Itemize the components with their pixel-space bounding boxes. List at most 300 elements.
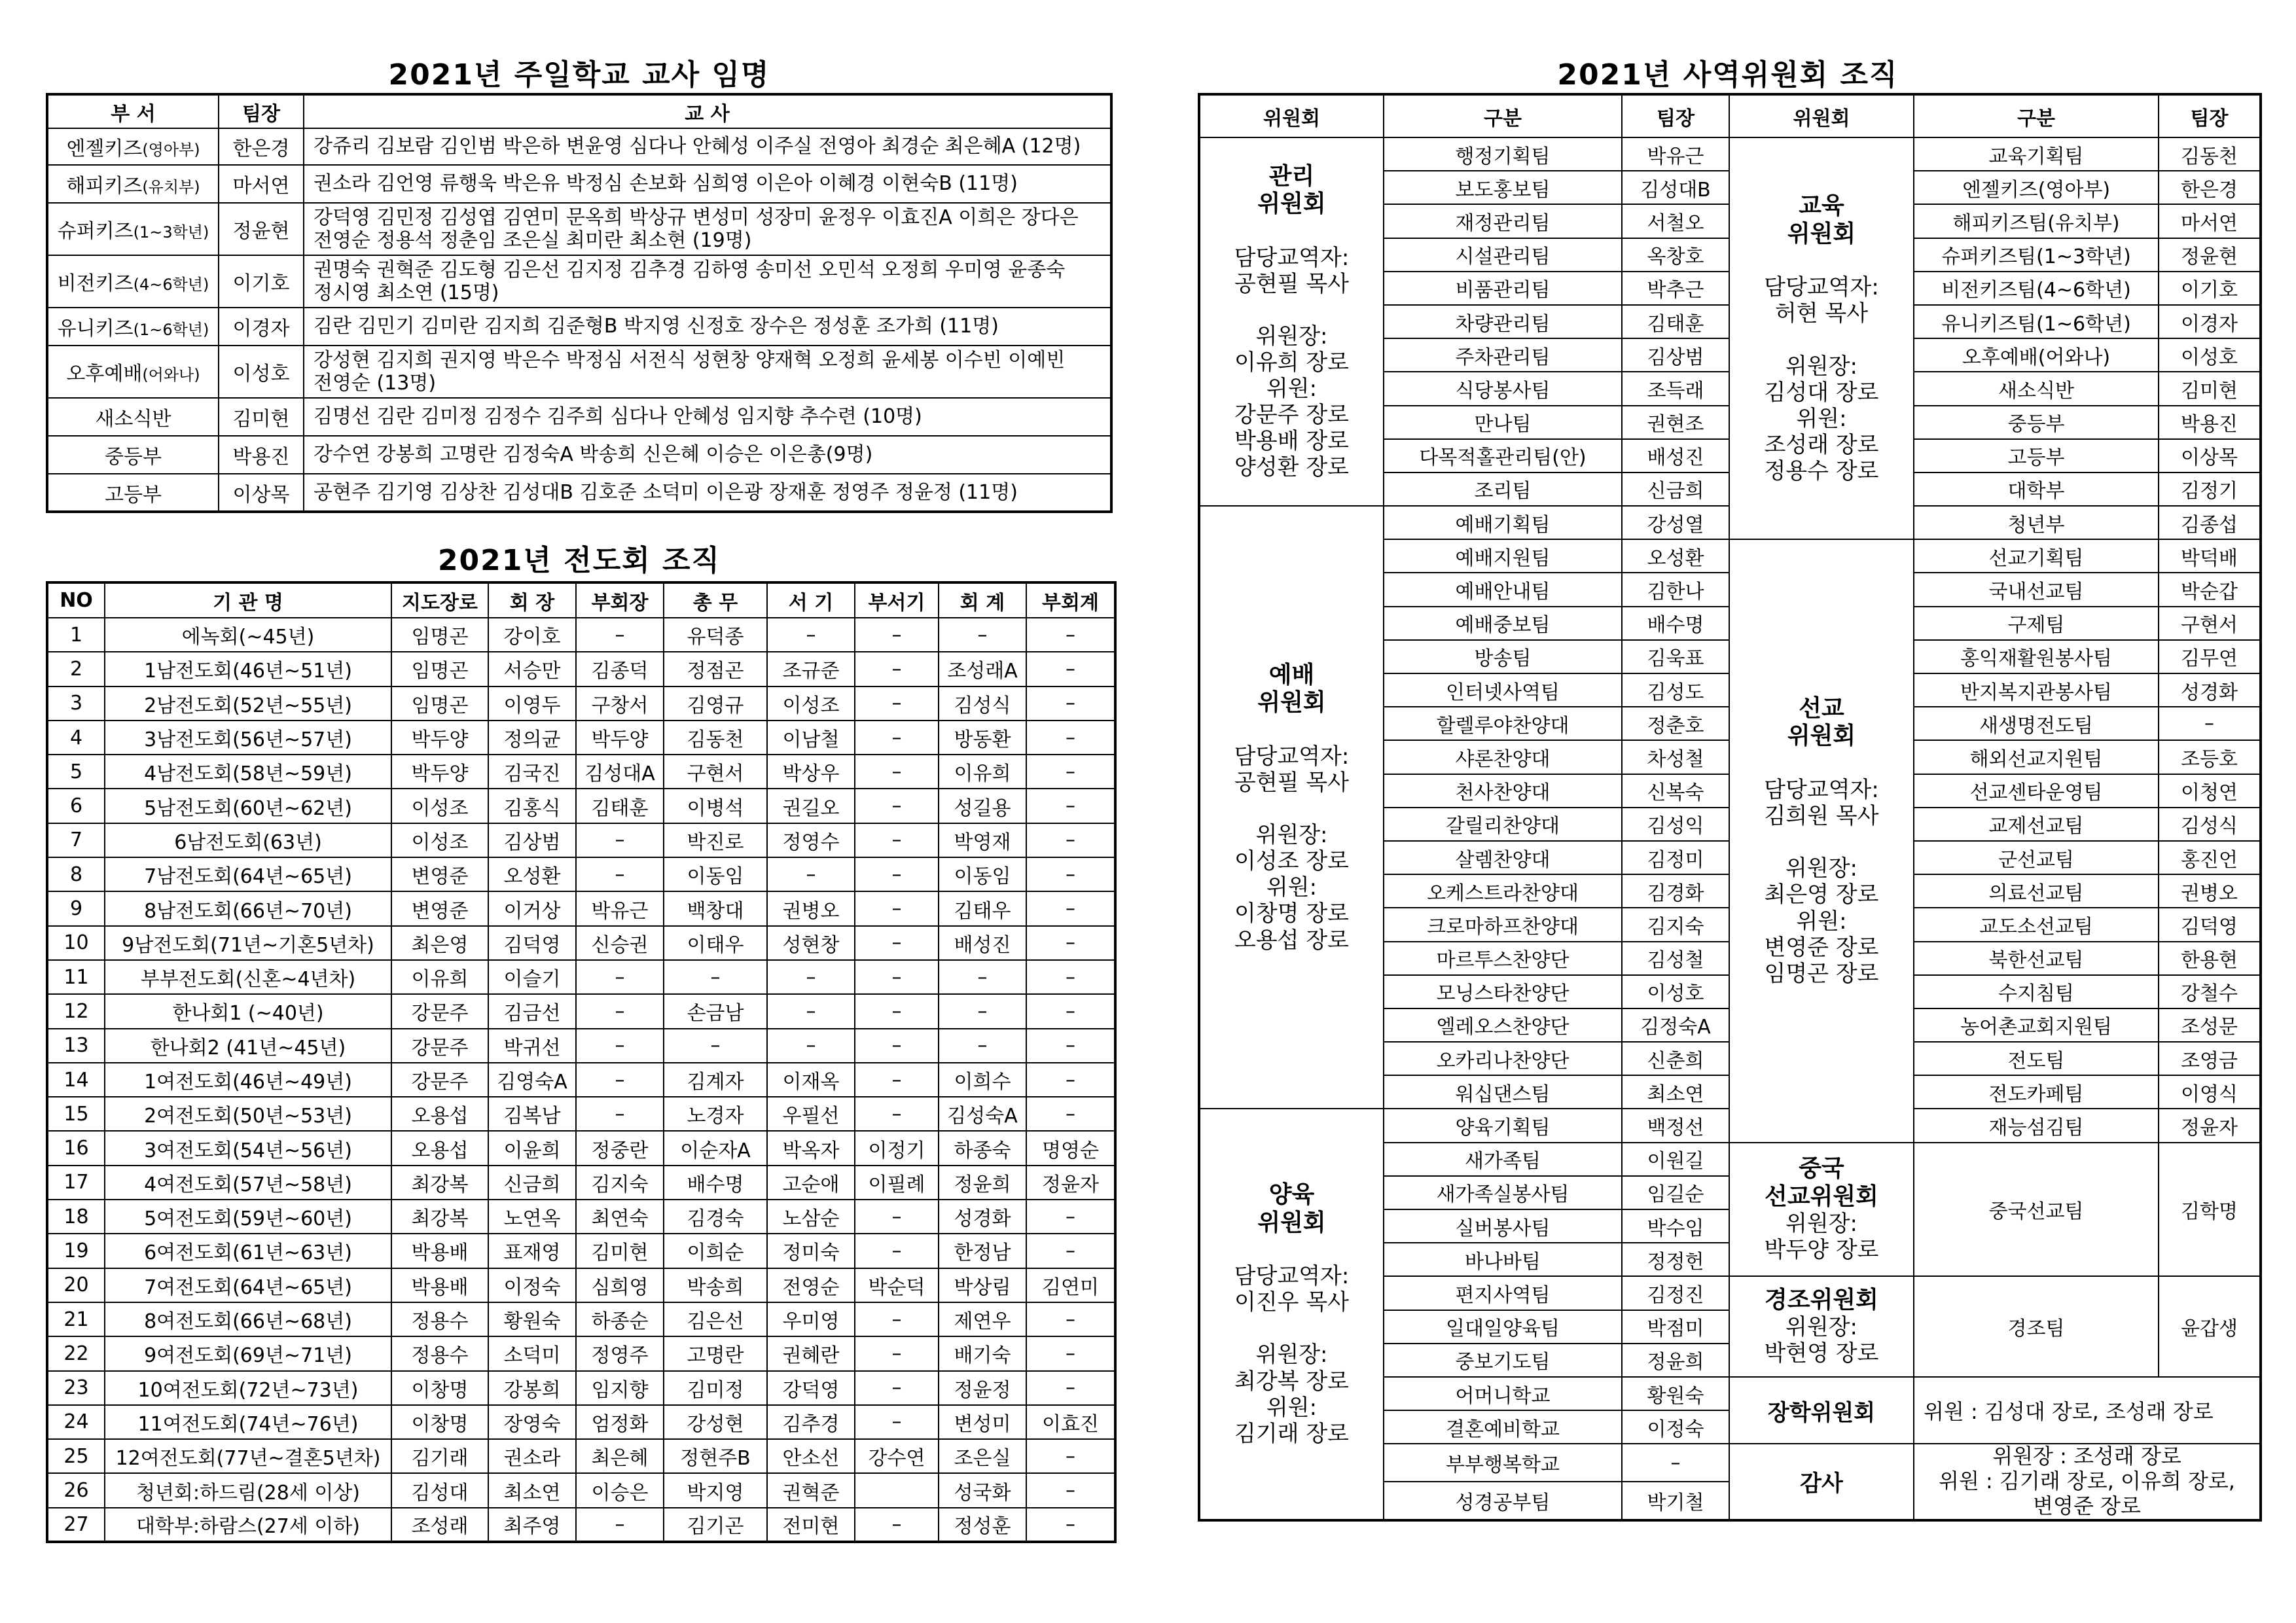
committee-mission	[1729, 539, 1914, 1142]
team-cell: 중등부	[1914, 406, 2159, 439]
evangelism-cell: 김성식	[939, 687, 1026, 721]
team-leader-cell: 김성철	[1622, 942, 1729, 975]
team-cell: 엔젤키즈(영아부)	[1914, 171, 2159, 204]
evangelism-cell: –	[767, 1029, 855, 1063]
team-cell: 북한선교팀	[1914, 942, 2159, 975]
evangelism-cell: 6	[47, 789, 105, 823]
evangelism-cell: 김동천	[664, 721, 767, 755]
teachers-cell: 강성현 김지희 권지영 박은수 박정심 서전식 성현창 양재혁 오정희 윤세봉 이수빈 이예빈 전영순 (13명)	[304, 346, 1111, 398]
team-cell: 예배중보팀	[1384, 607, 1622, 640]
evangelism-cell: 12	[47, 994, 105, 1028]
evangelism-cell: 이동임	[939, 857, 1026, 891]
evangelism-cell: 이윤희	[488, 1131, 576, 1165]
evangelism-cell: 성길용	[939, 789, 1026, 823]
evangelism-row	[47, 1166, 1115, 1200]
evangelism-cell: 노연옥	[488, 1200, 576, 1234]
evangelism-row	[47, 960, 1115, 994]
evangelism-cell: 조성래	[391, 1508, 488, 1542]
evangelism-cell: 정용수	[391, 1336, 488, 1370]
evangelism-cell: –	[576, 823, 664, 857]
team-leader-cell: 마서연	[2159, 204, 2261, 238]
org-name-cell: 대학부:하람스(27세 이하)	[105, 1508, 391, 1542]
evangelism-cell: –	[664, 1029, 767, 1063]
team-cell: 실버봉사팀	[1384, 1209, 1622, 1243]
evangelism-cell: 9	[47, 891, 105, 925]
evangelism-title: 2021년 전도회 조직	[437, 544, 721, 577]
evangelism-cell: 변성미	[939, 1405, 1026, 1439]
committee-name: 선교 위원회	[1787, 694, 1856, 750]
team-cell: 새소식반	[1914, 372, 2159, 405]
evangelism-header: 회 계	[939, 582, 1026, 618]
evangelism-cell: 김태훈	[576, 789, 664, 823]
team-cell: 주차관리팀	[1384, 338, 1622, 372]
evangelism-cell: 김영숙A	[488, 1063, 576, 1097]
committee-desc: 담당교역자: 공현필 목사 위원장: 이성조 장로 위원: 이창명 장로 오용섭 장로	[1234, 743, 1350, 954]
team-leader-cell: 이영식	[2159, 1075, 2261, 1109]
evangelism-cell: 이창명	[391, 1405, 488, 1439]
evangelism-cell: 24	[47, 1405, 105, 1439]
evangelism-cell: 3	[47, 687, 105, 721]
team-leader-cell: 구현서	[2159, 607, 2261, 640]
evangelism-cell: 전영순	[767, 1268, 855, 1302]
evangelism-cell: –	[855, 926, 939, 960]
evangelism-cell: 박지영	[664, 1473, 767, 1507]
teacher-row	[47, 255, 1111, 308]
committee-desc: 담당교역자: 이진우 목사 위원장: 최강복 장로 위원: 김기래 장로	[1234, 1263, 1350, 1447]
evangelism-cell: –	[1026, 823, 1115, 857]
evangelism-row	[47, 652, 1115, 686]
committees-table	[1198, 93, 2262, 1522]
evangelism-header: 서 기	[767, 582, 855, 618]
leader-cell: 이경자	[219, 308, 304, 346]
evangelism-cell: 박두양	[391, 721, 488, 755]
org-name-cell: 6남전도회(63년)	[105, 823, 391, 857]
evangelism-cell: 명영순	[1026, 1131, 1115, 1165]
evangelism-cell: 김미정	[664, 1371, 767, 1405]
evangelism-cell: 최은혜	[576, 1439, 664, 1473]
team-cell: 반지복지관봉사팀	[1914, 673, 2159, 707]
committee-desc: 담당교역자: 허현 목사 위원장: 김성대 장로 위원: 조성래 장로 정용수 장로	[1764, 274, 1879, 484]
evangelism-cell: 손금남	[664, 994, 767, 1028]
team-leader-cell: 조득래	[1622, 372, 1729, 405]
committee-name: 양육 위원회	[1257, 1181, 1326, 1236]
evangelism-cell: –	[1026, 721, 1115, 755]
team-leader-cell: 조영금	[2159, 1042, 2261, 1075]
evangelism-cell: 23	[47, 1371, 105, 1405]
evangelism-cell: 방동환	[939, 721, 1026, 755]
team-leader-cell: 최소연	[1622, 1075, 1729, 1109]
evangelism-cell: 16	[47, 1131, 105, 1165]
team-cell: 일대일양육팀	[1384, 1310, 1622, 1344]
evangelism-cell: 15	[47, 1097, 105, 1131]
team-leader-cell: 박기철	[1622, 1482, 1729, 1520]
team-leader-cell: 박수임	[1622, 1209, 1729, 1243]
evangelism-cell: 이영두	[488, 687, 576, 721]
evangelism-cell: –	[1026, 1063, 1115, 1097]
team-leader-cell: 김종섭	[2159, 506, 2261, 539]
dept-name: 비전키즈	[57, 272, 134, 295]
evangelism-cell: –	[576, 1029, 664, 1063]
evangelism-cell: 임지향	[576, 1371, 664, 1405]
evangelism-cell: 정의균	[488, 721, 576, 755]
dept-name: 유니키즈	[57, 317, 134, 340]
evangelism-cell: 1	[47, 618, 105, 652]
evangelism-cell: 김성대A	[576, 755, 664, 789]
evangelism-cell: 김태우	[939, 891, 1026, 925]
org-name-cell: 5여전도회(59년~60년)	[105, 1200, 391, 1234]
team-cell: 중보기도팀	[1384, 1344, 1622, 1377]
evangelism-cell: 권길오	[767, 789, 855, 823]
evangelism-cell: 권혜란	[767, 1336, 855, 1370]
evangelism-cell: –	[855, 789, 939, 823]
evangelism-cell: 구창서	[576, 687, 664, 721]
evangelism-cell: 18	[47, 1200, 105, 1234]
team-cell: 유니키즈팀(1~6학년)	[1914, 305, 2159, 338]
evangelism-cell: 권소라	[488, 1439, 576, 1473]
evangelism-cell: 박유근	[576, 891, 664, 925]
team-cell: 재정관리팀	[1384, 204, 1622, 238]
teachers-table	[46, 93, 1113, 513]
evangelism-cell: 박두양	[576, 721, 664, 755]
evangelism-cell: 박상우	[767, 755, 855, 789]
evangelism-cell: 정영수	[767, 823, 855, 857]
evangelism-header: 지도장로	[391, 582, 488, 618]
team-cell: 부부행복학교	[1384, 1444, 1622, 1482]
evangelism-header: 회 장	[488, 582, 576, 618]
dept-cell	[47, 436, 219, 474]
committee-header: 팀장	[1622, 94, 1729, 137]
evangelism-cell: 서승만	[488, 652, 576, 686]
evangelism-cell: 표재영	[488, 1234, 576, 1268]
team-cell: 군선교팀	[1914, 841, 2159, 874]
evangelism-cell: 강문주	[391, 1063, 488, 1097]
evangelism-cell: 정미숙	[767, 1234, 855, 1268]
evangelism-cell: 강성현	[664, 1405, 767, 1439]
evangelism-cell: 최주영	[488, 1508, 576, 1542]
dept-sub: (1~3학년)	[133, 223, 209, 241]
evangelism-row	[47, 1131, 1115, 1165]
team-cell: 전도카페팀	[1914, 1075, 2159, 1109]
evangelism-cell: 22	[47, 1336, 105, 1370]
evangelism-row	[47, 1029, 1115, 1063]
evangelism-cell: 최강복	[391, 1200, 488, 1234]
org-name-cell: 한나회2 (41년~45년)	[105, 1029, 391, 1063]
evangelism-cell: –	[855, 1097, 939, 1131]
evangelism-cell: –	[1026, 1200, 1115, 1234]
org-name-cell: 11여전도회(74년~76년)	[105, 1405, 391, 1439]
evangelism-cell: 이순자A	[664, 1131, 767, 1165]
evangelism-row	[47, 926, 1115, 960]
team-cell: 식당봉사팀	[1384, 372, 1622, 405]
evangelism-cell: –	[855, 1063, 939, 1097]
header-leader: 팀장	[219, 94, 304, 128]
team-leader-cell: 임길순	[1622, 1176, 1729, 1209]
teacher-row	[47, 398, 1111, 436]
leader-cell: 이기호	[219, 255, 304, 308]
evangelism-cell: –	[1026, 1336, 1115, 1370]
committee-education	[1729, 137, 1914, 539]
team-leader-cell: 김지숙	[1622, 908, 1729, 941]
evangelism-cell: –	[767, 960, 855, 994]
team-leader-cell: 정춘호	[1622, 707, 1729, 740]
evangelism-cell: 11	[47, 960, 105, 994]
evangelism-cell: –	[855, 652, 939, 686]
evangelism-table	[46, 581, 1117, 1543]
dept-cell	[47, 255, 219, 308]
committee-china	[1729, 1143, 1914, 1277]
committee-header: 위원회	[1729, 94, 1914, 137]
evangelism-cell: –	[1026, 1029, 1115, 1063]
dept-sub: (유치부)	[142, 178, 200, 196]
evangelism-cell: 김추경	[767, 1405, 855, 1439]
evangelism-cell: 20	[47, 1268, 105, 1302]
evangelism-cell: –	[855, 721, 939, 755]
evangelism-row	[47, 1302, 1115, 1336]
evangelism-cell: 최소연	[488, 1473, 576, 1507]
evangelism-cell: 김종덕	[576, 652, 664, 686]
evangelism-row	[47, 1473, 1115, 1507]
evangelism-header: 총 무	[664, 582, 767, 618]
org-name-cell: 8여전도회(66년~68년)	[105, 1302, 391, 1336]
dept-cell	[47, 203, 219, 255]
evangelism-cell: –	[1026, 1302, 1115, 1336]
evangelism-cell: 배성진	[939, 926, 1026, 960]
evangelism-cell: –	[939, 994, 1026, 1028]
evangelism-header: 부회장	[576, 582, 664, 618]
teacher-row	[47, 165, 1111, 203]
evangelism-cell: 김성대	[391, 1473, 488, 1507]
team-cell: 교도소선교팀	[1914, 908, 2159, 941]
evangelism-cell: 소덕미	[488, 1336, 576, 1370]
team-cell: 대학부	[1914, 473, 2159, 506]
evangelism-cell: 이유희	[939, 755, 1026, 789]
evangelism-cell: 김계자	[664, 1063, 767, 1097]
dept-name: 새소식반	[95, 408, 171, 431]
evangelism-header: 부서기	[855, 582, 939, 618]
team-cell: 농어촌교회지원팀	[1914, 1008, 2159, 1042]
team-cell: 인터넷사역팀	[1384, 673, 1622, 707]
team-leader-cell: 권병오	[2159, 874, 2261, 908]
team-leader-cell: 이청연	[2159, 774, 2261, 808]
evangelism-cell: 정윤정	[939, 1371, 1026, 1405]
org-name-cell: 6여전도회(61년~63년)	[105, 1234, 391, 1268]
evangelism-cell: 고명란	[664, 1336, 767, 1370]
team-leader-cell: 차성철	[1622, 740, 1729, 774]
team-cell: 차량관리팀	[1384, 305, 1622, 338]
evangelism-cell: 2	[47, 652, 105, 686]
team-cell: 교제선교팀	[1914, 808, 2159, 841]
evangelism-cell: 박상림	[939, 1268, 1026, 1302]
team-cell: 모닝스타찬양단	[1384, 975, 1622, 1008]
evangelism-cell	[855, 1473, 939, 1507]
dept-sub: (어와나)	[142, 366, 200, 384]
team-leader-cell: 박용진	[2159, 406, 2261, 439]
dept-name: 해피키즈	[66, 175, 143, 198]
teacher-row	[47, 128, 1111, 165]
evangelism-cell: –	[576, 994, 664, 1028]
team-cell: 결혼예비학교	[1384, 1410, 1622, 1444]
evangelism-cell: 심희영	[576, 1268, 664, 1302]
team-cell: 바나바팀	[1384, 1243, 1622, 1276]
dept-name: 오후예배	[66, 363, 143, 385]
dept-sub: (4~6학년)	[133, 276, 209, 294]
committee-name: 교육 위원회	[1787, 192, 1856, 247]
team-cell: 다목적홀관리팀(안)	[1384, 439, 1622, 473]
evangelism-cell: 이희순	[664, 1234, 767, 1268]
evangelism-cell: –	[855, 1336, 939, 1370]
evangelism-cell: 최연숙	[576, 1200, 664, 1234]
team-cell: 시설관리팀	[1384, 238, 1622, 272]
team-leader-cell: 이경자	[2159, 305, 2261, 338]
evangelism-cell: 김영규	[664, 687, 767, 721]
committee-nurture	[1199, 1109, 1384, 1520]
team-leader-cell: 김태훈	[1622, 305, 1729, 338]
team-cell: 슈퍼키즈팀(1~3학년)	[1914, 238, 2159, 272]
evangelism-cell: 정영주	[576, 1336, 664, 1370]
team-leader-cell: 김욱표	[1622, 640, 1729, 673]
team-leader-cell: 김정기	[2159, 473, 2261, 506]
team-cell: 비전키즈팀(4~6학년)	[1914, 272, 2159, 305]
team-cell: 보도홍보팀	[1384, 171, 1622, 204]
team-cell: 교육기획팀	[1914, 137, 2159, 171]
evangelism-cell: 김복남	[488, 1097, 576, 1131]
team-leader-cell: 신춘희	[1622, 1042, 1729, 1075]
team-cell: 양육기획팀	[1384, 1109, 1622, 1142]
committee-name: 관리 위원회	[1257, 162, 1326, 217]
evangelism-cell: –	[1026, 891, 1115, 925]
team-leader-cell: 한용현	[2159, 942, 2261, 975]
team-cell: 어머니학교	[1384, 1377, 1622, 1410]
org-name-cell: 3여전도회(54년~56년)	[105, 1131, 391, 1165]
team-cell: 새생명전도팀	[1914, 707, 2159, 740]
teacher-row	[47, 474, 1111, 512]
team-leader-cell: 홍진언	[2159, 841, 2261, 874]
org-name-cell: 한나회1 (~40년)	[105, 994, 391, 1028]
team-cell: 방송팀	[1384, 640, 1622, 673]
leader-cell: 정윤현	[219, 203, 304, 255]
committee-desc: 담당교역자: 공현필 목사 위원장: 이유희 장로 위원: 강문주 장로 박용배 장로 양성환 장로	[1234, 244, 1350, 481]
evangelism-cell: –	[855, 1302, 939, 1336]
leader-cell: 이상목	[219, 474, 304, 512]
evangelism-cell: –	[1026, 857, 1115, 891]
evangelism-cell: 최은영	[391, 926, 488, 960]
team-leader-cell: –	[1622, 1444, 1729, 1482]
team-leader-cell: 김덕영	[2159, 908, 2261, 941]
evangelism-cell: 오용섭	[391, 1131, 488, 1165]
team-leader-cell: 김상범	[1622, 338, 1729, 372]
team-cell: 중국선교팀	[1914, 1143, 2159, 1277]
evangelism-cell: 노삼순	[767, 1200, 855, 1234]
teacher-row	[47, 436, 1111, 474]
org-name-cell: 9남전도회(71년~기혼5년차)	[105, 926, 391, 960]
org-name-cell: 8남전도회(66년~70년)	[105, 891, 391, 925]
evangelism-cell: –	[855, 891, 939, 925]
team-cell: 갈릴리찬양대	[1384, 808, 1622, 841]
evangelism-row	[47, 687, 1115, 721]
team-leader-cell: 김성식	[2159, 808, 2261, 841]
evangelism-cell: 제연우	[939, 1302, 1026, 1336]
committee-desc: 담당교역자: 김희원 목사 위원장: 최은영 장로 위원: 변영준 장로 임명곤 장로	[1764, 777, 1879, 987]
audit-desc: 위원장 : 조성래 장로 위원 : 김기래 장로, 이유희 장로, 변영준 장로	[1914, 1444, 2261, 1520]
evangelism-cell: 최강복	[391, 1166, 488, 1200]
team-cell: 오후예배(어와나)	[1914, 338, 2159, 372]
team-cell: 비품관리팀	[1384, 272, 1622, 305]
team-leader-cell: 배성진	[1622, 439, 1729, 473]
team-leader-cell: 김성도	[1622, 673, 1729, 707]
evangelism-cell: 조성래A	[939, 652, 1026, 686]
team-leader-cell: 박점미	[1622, 1310, 1729, 1344]
leader-cell: 마서연	[219, 165, 304, 203]
team-leader-cell: –	[2159, 707, 2261, 740]
team-leader-cell: 서철오	[1622, 204, 1729, 238]
evangelism-row	[47, 1508, 1115, 1542]
evangelism-cell: –	[664, 960, 767, 994]
leader-cell: 김미현	[219, 398, 304, 436]
evangelism-header: NO	[47, 582, 105, 618]
evangelism-cell: 박순덕	[855, 1268, 939, 1302]
scholarship-desc: 위원 : 김성대 장로, 조성래 장로	[1914, 1377, 2261, 1444]
team-cell: 선교기획팀	[1914, 539, 2159, 573]
evangelism-cell: 구현서	[664, 755, 767, 789]
team-leader-cell: 황원숙	[1622, 1377, 1729, 1410]
team-leader-cell: 정윤자	[2159, 1109, 2261, 1142]
team-cell: 워십댄스팀	[1384, 1075, 1622, 1109]
evangelism-cell: –	[939, 1029, 1026, 1063]
team-cell: 크로마하프찬양대	[1384, 908, 1622, 941]
evangelism-cell: 변영준	[391, 857, 488, 891]
evangelism-cell: 7	[47, 823, 105, 857]
team-leader-cell: 박추근	[1622, 272, 1729, 305]
evangelism-cell: 한정남	[939, 1234, 1026, 1268]
team-cell: 전도팀	[1914, 1042, 2159, 1075]
team-leader-cell: 김성대B	[1622, 171, 1729, 204]
evangelism-row	[47, 1234, 1115, 1268]
team-cell: 예배지원팀	[1384, 539, 1622, 573]
evangelism-cell: 신승권	[576, 926, 664, 960]
team-leader-cell: 김정미	[1622, 841, 1729, 874]
team-leader-cell: 정정헌	[1622, 1243, 1729, 1276]
committee-header: 위원회	[1199, 94, 1384, 137]
committee-name: 중국 선교위원회	[1765, 1155, 1878, 1210]
evangelism-cell: 김국진	[488, 755, 576, 789]
evangelism-cell: –	[1026, 789, 1115, 823]
team-cell: 해피키즈팀(유치부)	[1914, 204, 2159, 238]
evangelism-cell: 배기숙	[939, 1336, 1026, 1370]
dept-sub: (1~6학년)	[133, 321, 209, 339]
evangelism-cell: 이창명	[391, 1371, 488, 1405]
evangelism-row	[47, 721, 1115, 755]
evangelism-cell: 정용수	[391, 1302, 488, 1336]
team-leader-cell: 김경화	[1622, 874, 1729, 908]
teachers-cell: 김란 김민기 김미란 김지희 김준형B 박지영 신정호 장수은 정성훈 조가희 (11명)	[304, 308, 1111, 346]
team-cell: 새가족팀	[1384, 1143, 1622, 1176]
evangelism-cell: 김미현	[576, 1234, 664, 1268]
evangelism-cell: 박송희	[664, 1268, 767, 1302]
evangelism-cell: 신금희	[488, 1166, 576, 1200]
evangelism-cell: 이동임	[664, 857, 767, 891]
team-leader-cell: 박유근	[1622, 137, 1729, 171]
evangelism-cell: 박영재	[939, 823, 1026, 857]
evangelism-row	[47, 1097, 1115, 1131]
team-cell: 예배기획팀	[1384, 506, 1622, 539]
evangelism-cell: 하종숙	[939, 1131, 1026, 1165]
evangelism-cell: 이정기	[855, 1131, 939, 1165]
evangelism-cell: –	[855, 960, 939, 994]
team-leader-cell: 윤갑생	[2159, 1276, 2261, 1377]
evangelism-cell: 권병오	[767, 891, 855, 925]
team-leader-cell: 권현조	[1622, 406, 1729, 439]
evangelism-cell: 이정숙	[488, 1268, 576, 1302]
